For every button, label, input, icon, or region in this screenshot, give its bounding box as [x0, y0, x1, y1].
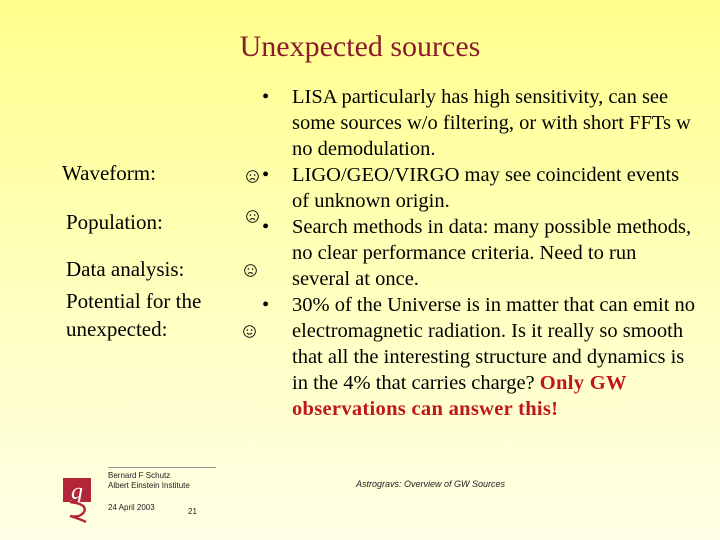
- potential-label-line1: Potential for the: [66, 289, 202, 313]
- footer-divider: [108, 467, 216, 468]
- sad-face-icon: [244, 264, 257, 277]
- bullet-item: • Search methods in data: many possible methods, no clear performance criteria. Need to run several at once.: [258, 214, 698, 292]
- potential-label-line2: unexpected:: [66, 317, 168, 341]
- aei-logo-icon: [60, 472, 100, 524]
- footer-institute: Albert Einstein Institute: [108, 481, 190, 490]
- footer-talk-title: Astrogravs: Overview of GW Sources: [356, 479, 506, 489]
- bullet-item: • 30% of the Universe is in matter that can emit no electromagnetic radiation. Is it really so smooth that all the interesting structure and dynamics is in the 4% that carries charge? Only GW observations can answer this!: [258, 292, 698, 422]
- footer-author: Bernard F Schutz: [108, 471, 171, 480]
- smiley-face-icon: [243, 325, 256, 338]
- slide-title: Unexpected sources: [239, 30, 481, 63]
- waveform-label: Waveform:: [62, 161, 156, 185]
- emphasis-text: Only GW observations can answer this!: [292, 372, 627, 420]
- svg-text:g: g: [71, 479, 83, 505]
- bullet-list: [258, 84, 698, 422]
- bullet-item: • LISA particularly has high sensitivity, can see some sources w/o filtering, or with short FFTs w no demodulation.: [258, 84, 698, 162]
- data-analysis-label: Data analysis:: [66, 257, 185, 281]
- footer-page-number: 21: [188, 507, 197, 516]
- population-label: Population:: [66, 210, 163, 234]
- bullet-item: • LIGO/GEO/VIRGO may see coincident events of unknown origin.: [258, 162, 698, 214]
- footer-date: 24 April 2003: [108, 503, 155, 512]
